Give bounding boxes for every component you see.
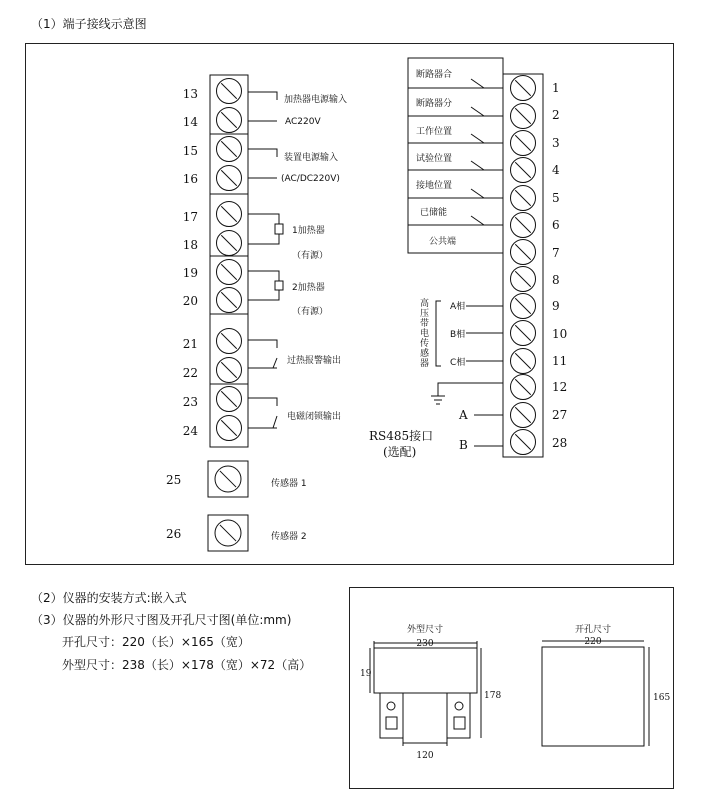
section-title-dimensions: （3）仪器的外形尺寸图及开孔尺寸图(单位:mm) — [31, 613, 292, 627]
left-terminal-block — [210, 75, 248, 447]
rs485-a-label: A — [459, 408, 468, 422]
section-title-terminal: （1）端子接线示意图 — [31, 17, 147, 31]
label-heater-power: 加热器电源输入 — [284, 95, 348, 105]
heater-1-resistor — [275, 224, 283, 234]
phase-b-label: B相 — [450, 330, 466, 340]
terminal-diagram — [26, 44, 675, 566]
screw-terminal-2 — [511, 104, 536, 129]
screw-terminal-22 — [217, 358, 242, 383]
sensor-2-label: 传感器 2 — [271, 532, 307, 542]
label-common: 公共端 — [429, 237, 457, 247]
terminal-number-4: 4 — [552, 163, 560, 177]
label-work-position: 工作位置 — [416, 127, 453, 137]
screw-terminal-20 — [217, 288, 242, 313]
screw-terminal-1 — [511, 76, 536, 101]
screw-terminal-13 — [217, 79, 242, 104]
outline-notch-height: 19 — [360, 669, 372, 679]
dimension-drawings-frame — [349, 587, 674, 789]
terminal-number-6: 6 — [552, 218, 560, 232]
phase-a-label: A相 — [450, 302, 466, 312]
sensor-1-number: 25 — [166, 473, 182, 487]
terminal-number-22: 22 — [182, 366, 198, 380]
hv-char-6: 感 — [420, 349, 430, 359]
terminal-number-2: 2 — [552, 108, 560, 122]
screw-terminal-21 — [217, 329, 242, 354]
screw-terminal-14 — [217, 108, 242, 133]
terminal-number-15: 15 — [182, 144, 198, 158]
label-device-power: 装置电源输入 — [284, 153, 339, 163]
screw-terminal-15 — [217, 137, 242, 162]
hv-char-7: 器 — [420, 359, 430, 369]
terminal-number-3: 3 — [552, 136, 560, 150]
terminal-number-18: 18 — [182, 238, 198, 252]
terminal-number-8: 8 — [552, 273, 560, 287]
screw-terminal-6 — [511, 213, 536, 238]
label-heater-1: 1加热器 — [292, 226, 325, 236]
screw-terminal-9 — [511, 294, 536, 319]
terminal-number-11: 11 — [552, 354, 568, 368]
screw-terminal-27 — [511, 403, 536, 428]
label-heater-2: 2加热器 — [292, 283, 325, 293]
label-ground-position: 接地位置 — [416, 181, 453, 191]
hv-char-3: 带 — [420, 319, 430, 329]
install-method: （2）仪器的安装方式:嵌入式 — [31, 591, 187, 605]
label-lock-output: 电磁闭锁输出 — [287, 412, 342, 422]
hv-char-1: 高 — [420, 299, 430, 309]
terminal-number-14: 14 — [182, 115, 198, 129]
label-heater-2-active: （有源） — [292, 307, 329, 317]
terminal-number-21: 21 — [182, 337, 198, 351]
terminal-number-17: 17 — [182, 210, 198, 224]
screw-terminal-8 — [511, 267, 536, 292]
terminal-number-28: 28 — [552, 436, 568, 450]
terminal-number-13: 13 — [182, 87, 198, 101]
terminal-number-16: 16 — [182, 172, 198, 186]
rs485-optional: (选配) — [383, 445, 417, 459]
terminal-number-10: 10 — [552, 327, 568, 341]
outer-size-spec: 外型尺寸：238（长）×178（宽）×72（高） — [62, 658, 312, 672]
label-heater-1-active: （有源） — [292, 251, 329, 261]
cutout-height: 165 — [653, 693, 671, 703]
screw-terminal-19 — [217, 260, 242, 285]
terminal-number-9: 9 — [552, 299, 560, 313]
terminal-diagram-frame — [25, 43, 674, 565]
terminal-number-5: 5 — [552, 191, 560, 205]
screw-terminal-7 — [511, 240, 536, 265]
screw-terminal-3 — [511, 131, 536, 156]
hv-char-4: 电 — [420, 329, 430, 339]
screw-terminal-17 — [217, 202, 242, 227]
label-acdc220v: (AC/DC220V) — [281, 174, 340, 184]
cutout-title: 开孔尺寸 — [574, 625, 612, 635]
dimension-drawings — [350, 588, 675, 790]
terminal-number-27: 27 — [552, 408, 568, 422]
sensor-2-number: 26 — [166, 527, 182, 541]
label-energy-stored: 已储能 — [420, 208, 448, 218]
screw-terminal-23 — [217, 387, 242, 412]
outline-body — [374, 648, 477, 693]
rs485-title: RS485接口 — [369, 429, 434, 443]
terminal-number-23: 23 — [182, 395, 198, 409]
terminal-number-1: 1 — [552, 81, 560, 95]
outline-legs — [380, 693, 470, 738]
screw-terminal-4 — [511, 158, 536, 183]
terminal-number-24: 24 — [182, 424, 198, 438]
heater-2-resistor — [275, 281, 283, 290]
cutout-size-spec: 开孔尺寸：220（长）×165（宽） — [62, 635, 250, 649]
cutout-width: 220 — [584, 637, 602, 647]
hv-char-5: 传 — [420, 339, 430, 349]
outline-gap-width: 120 — [416, 751, 434, 761]
screw-terminal-24 — [217, 416, 242, 441]
sensor-1-label: 传感器 1 — [271, 479, 307, 489]
phase-c-label: C相 — [450, 358, 466, 368]
outline-height: 178 — [484, 691, 502, 701]
label-ac220v: AC220V — [285, 117, 321, 127]
terminal-number-12: 12 — [552, 380, 568, 394]
screw-terminal-25 — [215, 466, 241, 492]
rs485-b-label: B — [459, 438, 468, 452]
terminal-number-7: 7 — [552, 246, 560, 260]
screw-terminal-10 — [511, 321, 536, 346]
cutout-rect — [542, 647, 644, 746]
screw-terminal-5 — [511, 186, 536, 211]
screw-terminal-11 — [511, 349, 536, 374]
screw-terminal-16 — [217, 166, 242, 191]
screw-terminal-26 — [215, 520, 241, 546]
terminal-number-20: 20 — [182, 294, 198, 308]
terminal-number-19: 19 — [182, 266, 198, 280]
outline-title: 外型尺寸 — [406, 625, 444, 635]
label-breaker-close: 断路器合 — [416, 70, 453, 80]
label-overheat-alarm: 过热报警输出 — [287, 356, 342, 366]
outline-width: 230 — [416, 639, 434, 649]
hv-char-2: 压 — [420, 309, 430, 319]
label-test-position: 试验位置 — [416, 154, 453, 164]
screw-terminal-12 — [511, 375, 536, 400]
screw-terminal-18 — [217, 231, 242, 256]
label-breaker-open: 断路器分 — [416, 99, 453, 109]
screw-terminal-28 — [511, 430, 536, 455]
